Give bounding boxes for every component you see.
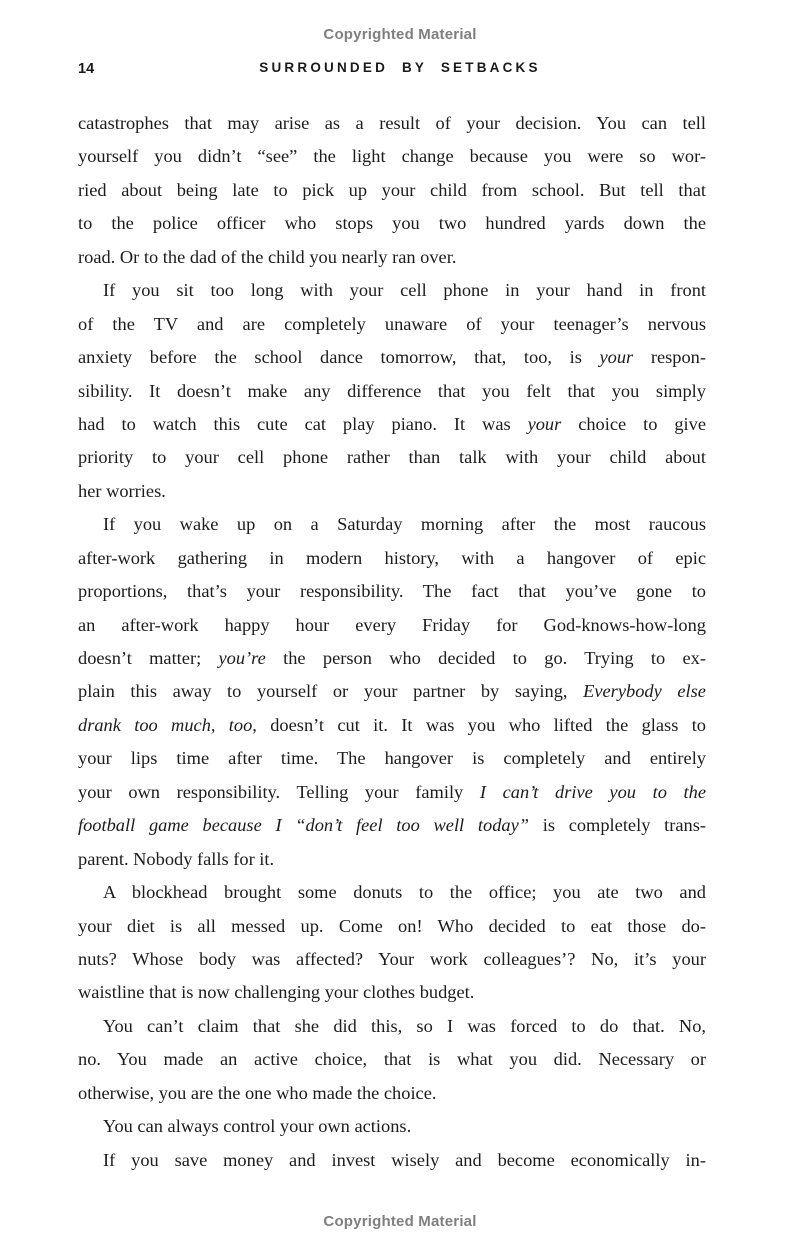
text-segment: the person who decided to go. Trying to ex- [265,648,706,668]
text-segment: waistline that is now challenging your clothes budget. [78,982,475,1003]
italic-text-segment: you’re [218,648,266,668]
text-segment: priority to your cell phone rather than talk with your child about [78,447,706,468]
page-body [78,107,706,1177]
text-line [78,542,706,575]
text-line [78,207,706,240]
text-line [78,441,706,474]
text-line [78,1043,706,1076]
text-line [78,876,706,909]
paragraph [78,508,706,876]
text-line [78,241,706,274]
text-segment: had to watch this cute cat play piano. It was [78,413,528,434]
text-segment: catastrophes that may arise as a result of your decision. You can tell [78,113,706,133]
text-line [78,609,706,642]
text-segment: anxiety before the school dance tomorrow, that, too, is [78,347,600,368]
text-segment: If you save money and invest wisely and become economically in- [103,1149,706,1170]
text-line [78,408,706,441]
text-segment: doesn’t matter; [78,648,219,668]
text-segment: parent. Nobody falls for it. [78,848,275,869]
text-segment: If you sit too long with your cell phone in your hand in front [103,280,706,301]
paragraph [78,1110,706,1143]
text-segment: after-work gathering in modern history, with a hangover of epic [78,547,706,568]
paragraph [78,876,706,1010]
text-line [78,475,706,508]
text-line [78,308,706,341]
text-line [78,174,706,207]
text-line [78,508,706,541]
text-segment: road. Or to the dad of the child you nearly ran over. [78,246,457,267]
text-segment: her worries. [78,480,166,501]
text-line [78,1010,706,1043]
text-segment: ried about being late to pick up your child from school. But tell that [78,179,706,200]
text-segment: respon- [633,347,706,368]
text-line [78,675,706,708]
text-segment: A blockhead brought some donuts to the office; you ate two and [103,882,706,903]
text-line [78,140,706,173]
running-header-title: SURROUNDED BY SETBACKS [259,60,541,75]
text-segment: your lips time after time. The hangover is completely and entirely [78,748,706,769]
italic-text-segment: I can’t drive you to the [479,781,706,802]
text-line [78,575,706,608]
text-segment: your own responsibility. Telling your family [78,781,480,802]
text-line [78,843,706,876]
copyright-notice-top: Copyrighted Material [323,26,477,43]
text-line [78,107,706,140]
text-segment: sibility. It doesn’t make any difference that you felt that you simply [78,380,706,401]
text-segment: yourself you didn’t “see” the light change because you were so wor- [78,146,706,167]
text-line [78,976,706,1009]
italic-text-segment: Everybody else [583,681,706,702]
italic-text-segment: drank too much, too, [78,714,257,735]
text-line [78,375,706,408]
text-line [78,274,706,307]
italic-text-segment: football game because I “don’t feel too well today” [78,815,529,836]
text-line [78,910,706,943]
text-segment: You can’t claim that she did this, so I was forced to do that. No, [103,1015,706,1036]
text-line [78,742,706,775]
text-line [78,1110,706,1143]
text-line [78,1144,706,1177]
text-segment: doesn’t cut it. It was you who lifted the glass to [256,714,706,735]
text-segment: your diet is all messed up. Come on! Who decided to eat those do- [78,915,706,936]
paragraph [78,274,706,508]
text-segment: an after-work happy hour every Friday for God-knows-how-long [78,614,706,635]
paragraph [78,107,706,274]
text-line [78,776,706,809]
text-segment: plain this away to yourself or your partner by saying, [78,681,584,702]
text-segment: nuts? Whose body was affected? Your work colleagues’? No, it’s your [78,948,706,969]
text-segment: to the police officer who stops you two hundred yards down the [78,213,706,234]
copyright-notice-bottom: Copyrighted Material [323,1213,477,1230]
paragraph [78,1010,706,1110]
text-line [78,709,706,742]
text-segment: If you wake up on a Saturday morning after the most raucous [103,514,706,535]
italic-text-segment: your [527,413,562,434]
text-line [78,642,706,675]
text-segment: You can always control your own actions. [103,1116,412,1137]
running-head-row [0,60,800,80]
text-segment: is completely trans- [528,815,706,836]
text-line [78,1077,706,1110]
text-segment: of the TV and are completely unaware of your teenager’s nervous [78,313,706,334]
text-segment: choice to give [561,413,706,434]
page-number: 14 [78,61,95,77]
text-segment: no. You made an active choice, that is what you did. Necessary or [78,1049,706,1070]
paragraph [78,1144,706,1177]
italic-text-segment: your [599,347,634,368]
text-line [78,809,706,842]
text-line [78,943,706,976]
text-segment: otherwise, you are the one who made the choice. [78,1082,437,1103]
text-segment: proportions, that’s your responsibility. The fact that you’ve gone to [78,581,706,602]
text-line [78,341,706,374]
